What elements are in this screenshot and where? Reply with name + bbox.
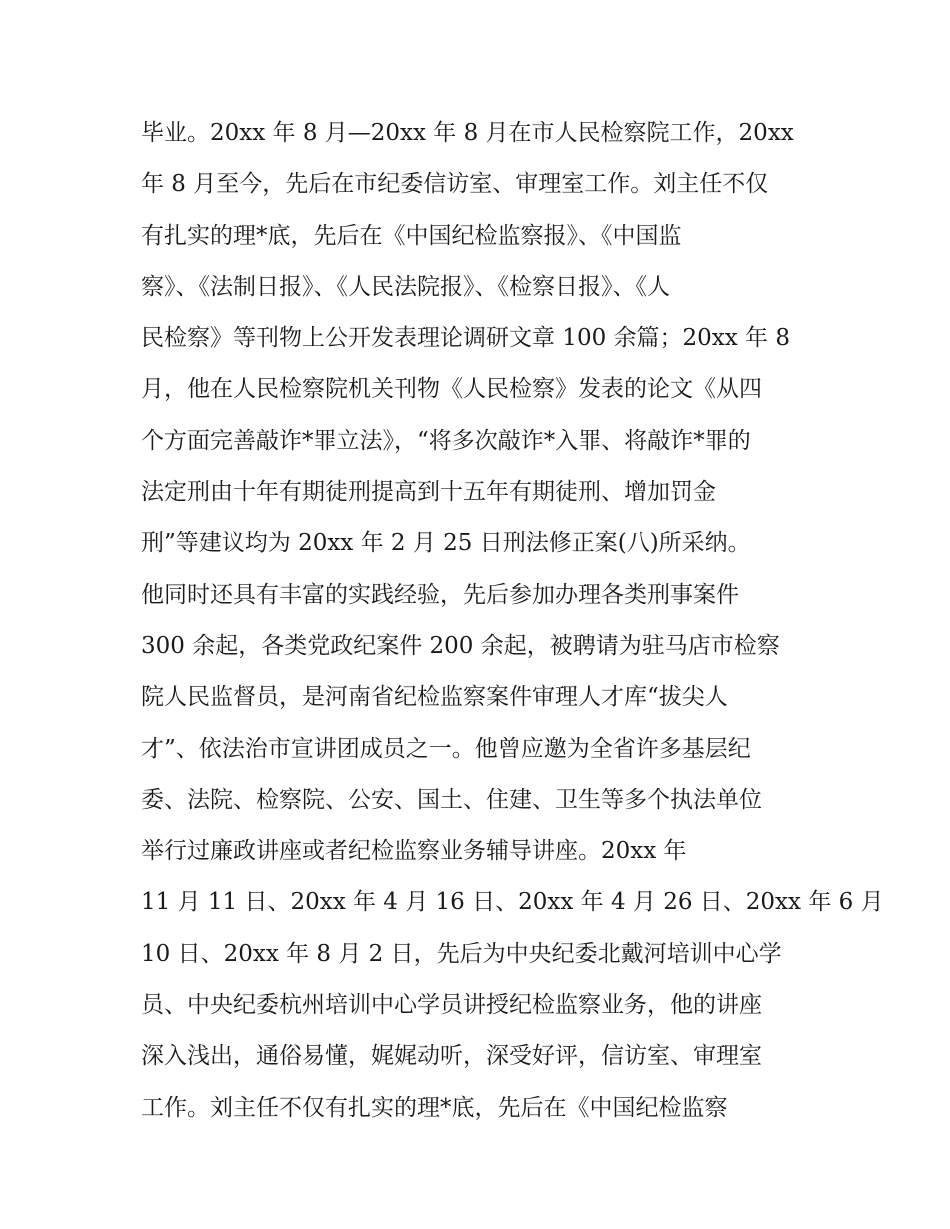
text-line: 法定刑由十年有期徒刑提高到十五年有期徒刑、增加罚金 <box>141 479 716 506</box>
text-line: 才”、依法治市宣讲团成员之一。他曾应邀为全省许多基层纪 <box>141 735 751 762</box>
text-line: 年 8 月至今，先后在市纪委信访室、审理室工作。刘主任不仅 <box>141 171 769 198</box>
text-line: 有扎实的理*底，先后在《中国纪检监察报》、《中国监 <box>141 222 682 249</box>
text-line: 深入浅出，通俗易懂，娓娓动听，深受好评，信访室、审理室 <box>141 1043 762 1070</box>
text-line: 10 日、20xx 年 8 月 2 日，先后为中央纪委北戴河培训中心学 <box>141 940 782 967</box>
text-line: 毕业。20xx 年 8 月—20xx 年 8 月在市人民检察院工作，20xx <box>141 120 794 146</box>
text-line: 个方面完善敲诈*罪立法》，“将多次敲诈*入罪、将敲诈*罪的 <box>141 427 751 454</box>
text-line: 举行过廉政讲座或者纪检监察业务辅导讲座。20xx 年 <box>141 838 687 865</box>
text-line: 工作。刘主任不仅有扎实的理*底，先后在《中国纪检监察 <box>141 1094 728 1121</box>
text-line: 刑”等建议均为 20xx 年 2 月 25 日刑法修正案(八)所采纳。 <box>141 530 751 557</box>
text-line: 他同时还具有丰富的实践经验，先后参加办理各类刑事案件 <box>141 581 739 608</box>
text-line: 员、中央纪委杭州培训中心学员讲授纪检监察业务，他的讲座 <box>141 992 762 1019</box>
text-line: 月，他在人民检察院机关刊物《人民检察》发表的论文《从四 <box>141 376 762 403</box>
body-text <box>141 108 884 1134</box>
text-line: 300 余起，各类党政纪案件 200 余起，被聘请为驻马店市检察 <box>141 632 780 659</box>
text-line: 院人民监督员，是河南省纪检监察案件审理人才库“拔尖人 <box>141 684 728 711</box>
text-line: 11 月 11 日、20xx 年 4 月 16 日、20xx 年 4 月 26 日、20xx 年 6 月 <box>141 889 884 916</box>
text-line: 察》、《法制日报》、《人民法院报》、《检察日报》、《人 <box>141 273 670 300</box>
text-line: 民检察》等刊物上公开发表理论调研文章 100 余篇；20xx 年 8 <box>141 325 790 352</box>
text-line: 委、法院、检察院、公安、国土、住建、卫生等多个执法单位 <box>141 786 762 813</box>
